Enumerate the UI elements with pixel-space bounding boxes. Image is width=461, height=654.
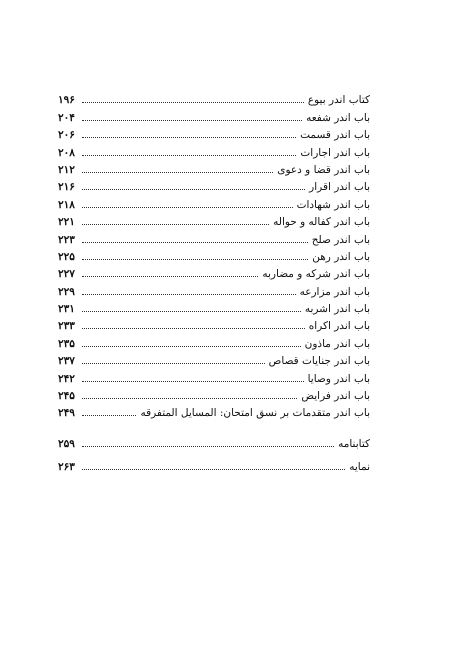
toc-entry-title: باب اندر وصایا — [307, 372, 370, 385]
toc-entry-title: باب اندر مزارعه — [299, 285, 370, 298]
leader-dots — [82, 446, 334, 447]
leader-dots — [82, 311, 301, 312]
toc-entry — [58, 367, 370, 384]
toc-entry-page: ۲۰۸ — [58, 146, 75, 159]
toc-entry — [58, 193, 370, 210]
toc-entry — [58, 106, 370, 123]
toc-entry-title: کتابنامه — [338, 437, 370, 450]
toc-entry — [58, 159, 370, 176]
toc-entry-page: ۱۹۶ — [58, 94, 75, 107]
leader-dots — [82, 381, 304, 382]
leader-dots — [82, 189, 305, 190]
toc-entry-page: ۲۳۷ — [58, 355, 75, 368]
toc-entry-page: ۲۲۳ — [58, 233, 75, 246]
toc-entry-page: ۲۲۹ — [58, 285, 75, 298]
toc-entry — [58, 89, 370, 106]
toc-entry — [58, 211, 370, 228]
table-of-contents — [58, 89, 370, 473]
toc-entry-page: ۲۳۳ — [58, 320, 75, 333]
toc-entry-title: باب اندر جنایات قصاص — [268, 355, 370, 368]
leader-dots — [82, 328, 305, 329]
toc-entry — [58, 124, 370, 141]
toc-entry-page: ۲۵۹ — [58, 437, 75, 450]
toc-entry-title: باب اندر قسمت — [300, 129, 370, 142]
leader-dots — [82, 415, 136, 416]
leader-dots — [82, 294, 296, 295]
toc-entry — [58, 246, 370, 263]
toc-entry-title: باب اندر رهن — [312, 250, 370, 263]
toc-entry-title: باب اندر ماذون — [304, 337, 370, 350]
toc-entry-page: ۲۱۸ — [58, 198, 75, 211]
leader-dots — [82, 120, 302, 121]
toc-entry — [58, 141, 370, 158]
toc-entry-page: ۲۶۳ — [58, 461, 75, 474]
toc-entry — [58, 315, 370, 332]
leader-dots — [82, 363, 265, 364]
toc-entry — [58, 228, 370, 245]
leader-dots — [82, 276, 258, 277]
toc-entry-bibliography — [58, 432, 370, 449]
toc-entry-page: ۲۲۷ — [58, 268, 75, 281]
leader-dots — [82, 172, 273, 173]
leader-dots — [82, 207, 293, 208]
toc-entry-title: باب اندر اجارات — [300, 146, 370, 159]
toc-entry-title: باب اندر فرایض — [301, 390, 370, 403]
toc-entry-page: ۲۳۵ — [58, 337, 75, 350]
toc-entry — [58, 263, 370, 280]
toc-entry-page: ۲۲۵ — [58, 250, 75, 263]
toc-entry — [58, 385, 370, 402]
leader-dots — [82, 469, 345, 470]
toc-entry — [58, 350, 370, 367]
toc-entry-page: ۲۰۶ — [58, 129, 75, 142]
leader-dots — [82, 137, 296, 138]
toc-entry-title: باب اندر قضا و دعوی — [277, 163, 370, 176]
toc-entry-title: باب اندر صلح — [311, 233, 370, 246]
leader-dots — [82, 242, 308, 243]
toc-entry-page: ۲۴۵ — [58, 390, 75, 403]
toc-entry-title: باب اندر کفاله و حواله — [273, 216, 370, 229]
toc-entry-page: ۲۴۲ — [58, 372, 75, 385]
leader-dots — [82, 346, 301, 347]
toc-entry-title: باب اندر اقرار — [309, 181, 370, 194]
toc-entry — [58, 176, 370, 193]
toc-entry — [58, 332, 370, 349]
toc-entry-page: ۲۴۹ — [58, 407, 75, 420]
toc-entry-index — [58, 456, 370, 473]
leader-dots — [82, 224, 269, 225]
toc-entry — [58, 298, 370, 315]
toc-entry-page: ۲۰۴ — [58, 111, 75, 124]
toc-entry-title: نمایه — [349, 461, 370, 474]
toc-entry-page: ۲۲۱ — [58, 216, 75, 229]
toc-entry-title: باب اندر شرکه و مضاربه — [262, 268, 370, 281]
toc-entry — [58, 280, 370, 297]
toc-entry-title: باب اندر شهادات — [296, 198, 370, 211]
toc-entry-title: باب اندر اکراه — [308, 320, 370, 333]
toc-entry-page: ۲۱۲ — [58, 163, 75, 176]
toc-entry-title: باب اندر اشربه — [304, 303, 370, 316]
leader-dots — [82, 398, 297, 399]
leader-dots — [82, 259, 308, 260]
toc-entry-title: باب اندر متقدمات بر نسق امتحان: المسایل المتفرقه — [140, 407, 370, 420]
toc-entry-page: ۲۱۶ — [58, 181, 75, 194]
toc-entry — [58, 402, 370, 419]
toc-entry-title: کتاب اندر بیوع — [307, 94, 370, 107]
leader-dots — [82, 155, 296, 156]
toc-entry-title: باب اندر شفعه — [306, 111, 370, 124]
leader-dots — [82, 102, 304, 103]
toc-entry-page: ۲۳۱ — [58, 303, 75, 316]
